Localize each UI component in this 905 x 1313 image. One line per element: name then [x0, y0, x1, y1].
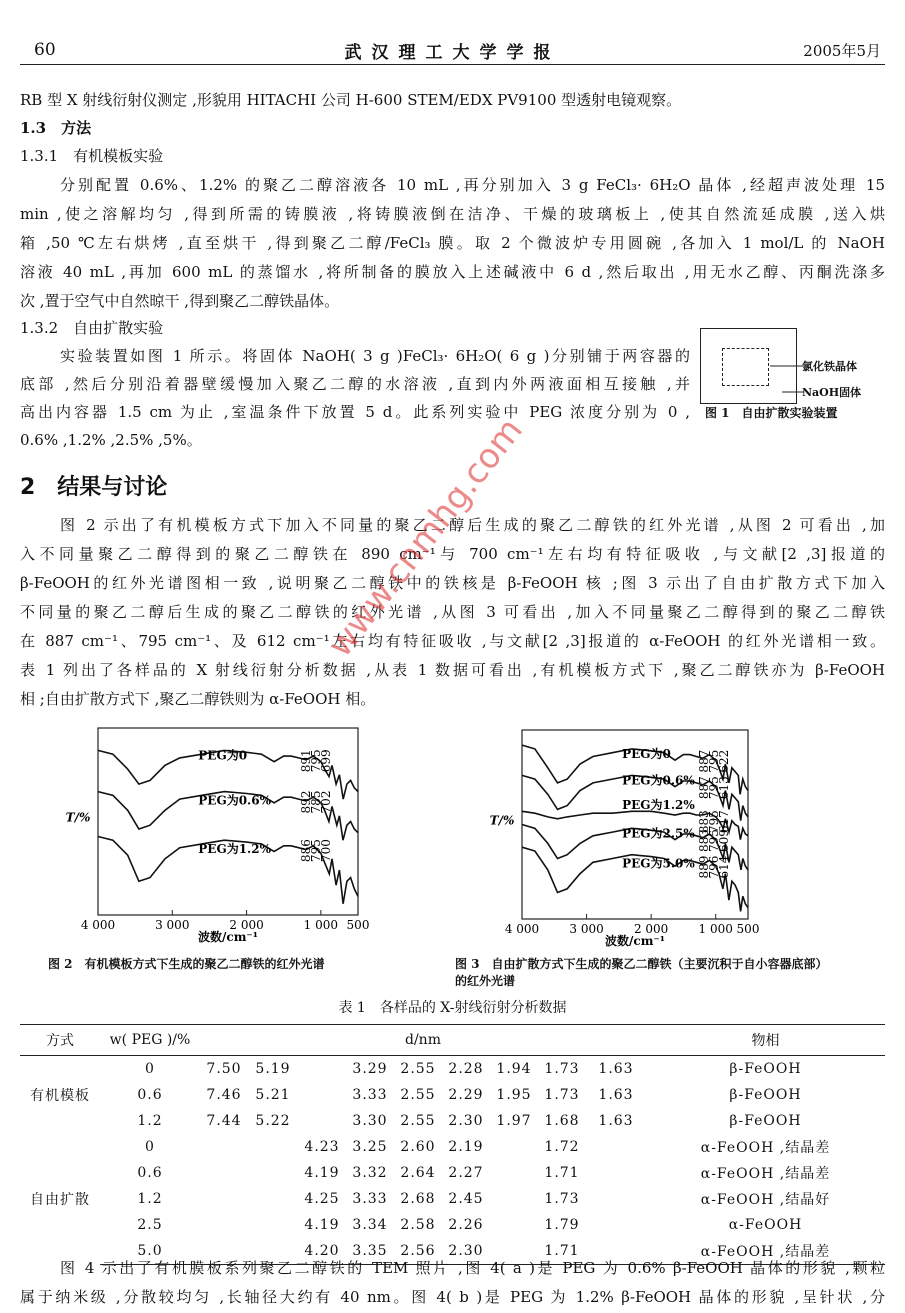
cell-d: 1.63 [598, 1061, 634, 1077]
peak-label: 889 [697, 855, 711, 879]
peak-label: 795 [707, 776, 721, 800]
watermark: www.cnmhg.com [320, 410, 531, 665]
cell-method: 有机模板 [30, 1088, 90, 1104]
cell-d: 2.58 [400, 1217, 436, 1233]
peak-label: 785 [309, 790, 323, 814]
header-w: w( PEG )/% [100, 1025, 200, 1056]
cell-d: 1.73 [544, 1191, 580, 1207]
body-line: RB 型 X 射线衍射仪测定 ,形貌用 HITACHI 公司 H-600 STEM/EDX PV9100 型透射电镜观察。 [20, 91, 682, 109]
table-row [20, 1108, 885, 1134]
x-tick-label: 2 000 [229, 918, 264, 932]
y-axis-label: T/% [65, 810, 91, 825]
cell-phase: α-FeOOH [728, 1217, 803, 1233]
cell-d [248, 1212, 298, 1238]
table-row [20, 1056, 885, 1083]
para3-line: 在 887 cm⁻¹、795 cm⁻¹、及 612 cm⁻¹左右均有特征吸收 ,与文献[2 ,3]报道的 α-FeOOH 的红外光谱相一致。 [20, 632, 885, 650]
cell-d [490, 1160, 538, 1186]
peak-label: 614 [717, 855, 731, 879]
cell-d: 1.71 [538, 1238, 586, 1265]
peak-label: 702 [319, 790, 333, 814]
cell-d: 1.72 [544, 1139, 580, 1155]
cell-d: 1.68 [544, 1113, 580, 1129]
cell-d: 3.29 [352, 1061, 388, 1077]
table-row [20, 1134, 885, 1160]
series-label: PEG为0.6% [198, 793, 271, 808]
page-header [20, 30, 885, 65]
cell-d: 3.30 [352, 1113, 388, 1129]
x-tick-label: 3 000 [155, 918, 190, 932]
cell-d [200, 1134, 248, 1160]
para2-line: 0.6% ,1.2% ,2.5% ,5%。 [20, 431, 202, 449]
cell-d [248, 1186, 298, 1212]
para2-line: 实验装置如图 1 所示。将固体 NaOH( 3 g )FeCl₃· 6H₂O( 6 g )分别铺于两容器的 [60, 347, 690, 365]
cell-d: 3.33 [352, 1191, 388, 1207]
cell-d: 5.19 [255, 1061, 291, 1077]
x-tick-label: 2 000 [633, 922, 669, 936]
peak-label: 887 [697, 776, 711, 800]
cell-d: 5.22 [255, 1113, 291, 1129]
table-row [20, 1212, 885, 1238]
cell-d: 2.64 [400, 1165, 436, 1181]
cell-phase: α-FeOOH ,结晶差 [700, 1166, 831, 1182]
cell-d: 1.73 [544, 1087, 580, 1103]
cell-d: 2.30 [448, 1113, 484, 1129]
cell-phase: β-FeOOH [729, 1113, 802, 1129]
figure-2-caption: 图 2 有机模板方式下生成的聚乙二醇铁的红外光谱 [48, 957, 325, 971]
section-heading-1-3: 1.3 方法 [20, 119, 92, 137]
para1-line: 溶液 40 mL ,再加 600 mL 的蒸馏水 ,将所制备的膜放入上述碱液中 6 d ,然后取出 ,用无水乙醇、丙酮洗涤多 [20, 263, 885, 281]
cell-d [248, 1160, 298, 1186]
cell-d: 2.55 [400, 1087, 436, 1103]
peak-label: 891 [299, 749, 313, 773]
cell-d: 2.29 [448, 1087, 484, 1103]
cell-d [586, 1212, 646, 1238]
cell-d [490, 1186, 538, 1212]
cell-d: 1.63 [598, 1087, 634, 1103]
series-label: PEG为2.5% [622, 826, 695, 841]
table-row [20, 1160, 885, 1186]
cell-d: 1.94 [496, 1061, 532, 1077]
cell-d: 2.19 [448, 1139, 484, 1155]
x-tick-label: 4 000 [504, 922, 540, 936]
cell-w: 5.0 [100, 1238, 200, 1265]
x-tick-label: 3 000 [569, 922, 604, 936]
cell-d: 3.32 [352, 1165, 388, 1181]
cell-d: 4.23 [304, 1139, 340, 1155]
section-2-title: 2 结果与讨论 [20, 475, 168, 500]
peak-label: 892 [299, 790, 313, 814]
peak-label: 886 [299, 839, 313, 863]
peak-label: 887 [697, 749, 711, 773]
figure-3-caption: 图 3 自由扩散方式下生成的聚乙二醇铁（主要沉积于自小容器底部）的红外光谱 [455, 957, 828, 988]
y-axis-label: T/% [489, 813, 515, 828]
para4-line: 图 4 示出了有机膜板系列聚乙二醇铁的 TEM 照片 ,图 4( a )是 PEG 为 0.6% β-FeOOH 晶体的形貌 ,颗粒 [60, 1259, 885, 1277]
cell-w: 0 [145, 1139, 155, 1155]
cell-d: 2.26 [448, 1217, 484, 1233]
peak-label: 795 [707, 829, 721, 853]
table-row [20, 1186, 885, 1212]
x-tick-label: 1 000 [303, 918, 339, 932]
para3-line: β-FeOOH的红外光谱图相一致 ,说明聚乙二醇铁中的铁核是 β-FeOOH 核 ;图 3 示出了自由扩散方式下加入 [20, 574, 885, 592]
series-label: PEG为5.0% [622, 856, 695, 871]
cell-d: 2.55 [400, 1061, 436, 1077]
series-label: PEG为0.6% [622, 773, 695, 788]
peak-label: 883 [697, 829, 711, 853]
peak-label: 795 [707, 810, 721, 834]
peak-label: 795 [309, 839, 323, 863]
xrd-table [20, 1024, 885, 1265]
x-axis-label: 波数/cm⁻¹ [605, 934, 665, 948]
cell-d: 2.55 [400, 1113, 436, 1129]
cell-d: 4.19 [304, 1217, 340, 1233]
cell-phase: α-FeOOH ,结晶好 [700, 1192, 831, 1208]
cell-d: 1.95 [496, 1087, 532, 1103]
peak-label: 699 [319, 749, 333, 773]
para1-line: 分别配置 0.6%、1.2% 的聚乙二醇溶液各 10 mL ,再分别加入 3 g FeCl₃· 6H₂O 晶体 ,经超声波处理 15 [60, 176, 885, 194]
cell-w: 1.2 [137, 1191, 163, 1207]
cell-d: 4.19 [304, 1165, 340, 1181]
para4-line: 属于纳米级 ,分散较均匀 ,长轴径大约有 40 nm。图 4( b )是 PEG 为 1.2% β-FeOOH 晶体的形貌 ,呈针状 ,分 [20, 1288, 885, 1306]
table-1-title: 表 1 各样品的 X-射线衍射分析数据 [338, 1000, 567, 1016]
peak-label: 613 [717, 776, 731, 800]
cell-d: 1.79 [544, 1217, 580, 1233]
cell-d: 3.33 [352, 1087, 388, 1103]
peak-label: 796 [707, 855, 721, 879]
cell-phase: β-FeOOH [729, 1087, 802, 1103]
ferric-chloride-label: 氯化铁晶体 [802, 360, 857, 373]
issue-date: 2005年5月 [803, 42, 881, 60]
cell-d: 1.97 [496, 1113, 532, 1129]
figure-1 [700, 320, 885, 435]
cell-d: 4.25 [304, 1191, 340, 1207]
cell-d [298, 1108, 346, 1134]
para3-line: 入不同量聚乙二醇得到的聚乙二醇铁在 890 cm⁻¹与 700 cm⁻¹左右均有特征吸收 ,与文献[2 ,3]报道的 [20, 545, 885, 563]
cell-d: 2.60 [400, 1139, 436, 1155]
cell-d: 2.68 [400, 1191, 436, 1207]
cell-d: 1.73 [544, 1061, 580, 1077]
x-axis-label: 波数/cm⁻¹ [198, 930, 258, 944]
cell-d [586, 1134, 646, 1160]
cell-d [490, 1134, 538, 1160]
cell-d [298, 1082, 346, 1108]
x-tick-label: 1 000 [698, 922, 733, 936]
cell-d: 7.44 [206, 1113, 242, 1129]
leader-lines [700, 320, 810, 410]
series-label: PEG为0 [622, 747, 671, 762]
cell-d: 2.27 [448, 1165, 484, 1181]
peak-label: 795 [707, 749, 721, 773]
figure-1-caption: 图 1 自由扩散实验装置 [705, 406, 838, 420]
table-body [20, 1056, 885, 1265]
cell-d: 2.45 [448, 1191, 484, 1207]
cell-w: 0 [145, 1061, 155, 1077]
journal-title: 武汉理工大学学报 [344, 43, 561, 63]
cell-d [586, 1186, 646, 1212]
para1-line: min ,使之溶解均匀 ,得到所需的铸膜液 ,将铸膜液倒在洁净、干燥的玻璃板上 ,使其自然流延成膜 ,送入烘 [20, 205, 885, 223]
para3-line: 表 1 列出了各样品的 X 射线衍射分析数据 ,从表 1 数据可看出 ,有机模板方式下 ,聚乙二醇铁亦为 β-FeOOH [20, 661, 885, 679]
cell-phase: β-FeOOH [729, 1061, 802, 1077]
header-method: 方式 [20, 1025, 100, 1056]
cell-d [200, 1212, 248, 1238]
cell-d: 7.50 [206, 1061, 242, 1077]
cell-phase: α-FeOOH ,结晶差 [700, 1140, 831, 1156]
page-number: 60 [34, 40, 56, 60]
cell-d: 2.56 [394, 1238, 442, 1265]
table-row [20, 1082, 885, 1108]
ir-spectrum-figure-2 [40, 720, 370, 945]
series-label: PEG为1.2% [198, 841, 271, 856]
cell-d: 2.30 [442, 1238, 490, 1265]
cell-d: 1.71 [544, 1165, 580, 1181]
para2-line: 底部 ,然后分别沿着器壁缓慢加入聚乙二醇的水溶液 ,直到内外两液面相互接触 ,并 [20, 375, 690, 393]
para2-line: 高出内容器 1.5 cm 为止 ,室温条件下放置 5 d。此系列实验中 PEG 浓度分别为 0 , [20, 403, 690, 421]
cell-d: 3.34 [352, 1217, 388, 1233]
para3-line: 不同量的聚乙二醇后生成的聚乙二醇铁的红外光谱 ,从图 3 可看出 ,加入不同量聚乙二醇得到的聚乙二醇铁 [20, 603, 885, 621]
peak-label: 617 [717, 810, 731, 834]
x-tick-label: 500 [736, 922, 760, 936]
cell-phase: α-FeOOH ,结晶差 [646, 1238, 885, 1265]
cell-d: 1.63 [598, 1113, 634, 1129]
cell-d [490, 1212, 538, 1238]
para3-line: 相 ;自由扩散方式下 ,聚乙二醇铁则为 α-FeOOH 相。 [20, 690, 376, 708]
cell-w: 0.6 [137, 1087, 163, 1103]
para3-line: 图 2 示出了有机模板方式下加入不同量的聚乙二醇后生成的聚乙二醇铁的红外光谱 ,从图 2 可看出 ,加 [60, 516, 885, 534]
x-tick-label: 500 [346, 918, 370, 932]
cell-w: 0.6 [137, 1165, 163, 1181]
header-d: d/nm [200, 1025, 646, 1056]
x-tick-label: 4 000 [80, 918, 116, 932]
section-heading-1-3-1: 1.3.1 有机模板实验 [20, 147, 164, 165]
table-header-row [20, 1025, 885, 1056]
cell-d: 2.28 [448, 1061, 484, 1077]
naoh-label: NaOH固体 [802, 386, 862, 399]
cell-d [200, 1160, 248, 1186]
peak-label: 795 [309, 749, 323, 773]
header-phase: 物相 [646, 1025, 885, 1056]
cell-d [298, 1056, 346, 1083]
peak-label: 622 [717, 749, 731, 773]
section-heading-1-3-2: 1.3.2 自由扩散实验 [20, 319, 164, 337]
ir-spectrum-figure-3 [470, 724, 760, 949]
peak-label: 609 [717, 829, 731, 853]
cell-d: 7.46 [206, 1087, 242, 1103]
cell-d: 5.21 [255, 1087, 291, 1103]
cell-w: 1.2 [137, 1113, 163, 1129]
cell-d: 3.35 [346, 1238, 394, 1265]
series-label: PEG为1.2% [622, 798, 695, 813]
series-label: PEG为0 [198, 748, 248, 763]
cell-d [200, 1186, 248, 1212]
para1-line: 次 ,置于空气中自然晾干 ,得到聚乙二醇铁晶体。 [20, 292, 340, 310]
cell-method: 自由扩散 [30, 1192, 90, 1209]
cell-d [248, 1134, 298, 1160]
peak-label: 700 [319, 839, 333, 863]
cell-d [586, 1160, 646, 1186]
para1-line: 箱 ,50 ℃左右烘烤 ,直至烘干 ,得到聚乙二醇/FeCl₃ 膜。取 2 个微波炉专用圆碗 ,各加入 1 mol/L 的 NaOH [20, 234, 885, 252]
cell-w: 2.5 [137, 1217, 163, 1233]
cell-d: 4.20 [298, 1238, 346, 1265]
peak-label: 883 [697, 810, 711, 834]
cell-d: 3.25 [352, 1139, 388, 1155]
